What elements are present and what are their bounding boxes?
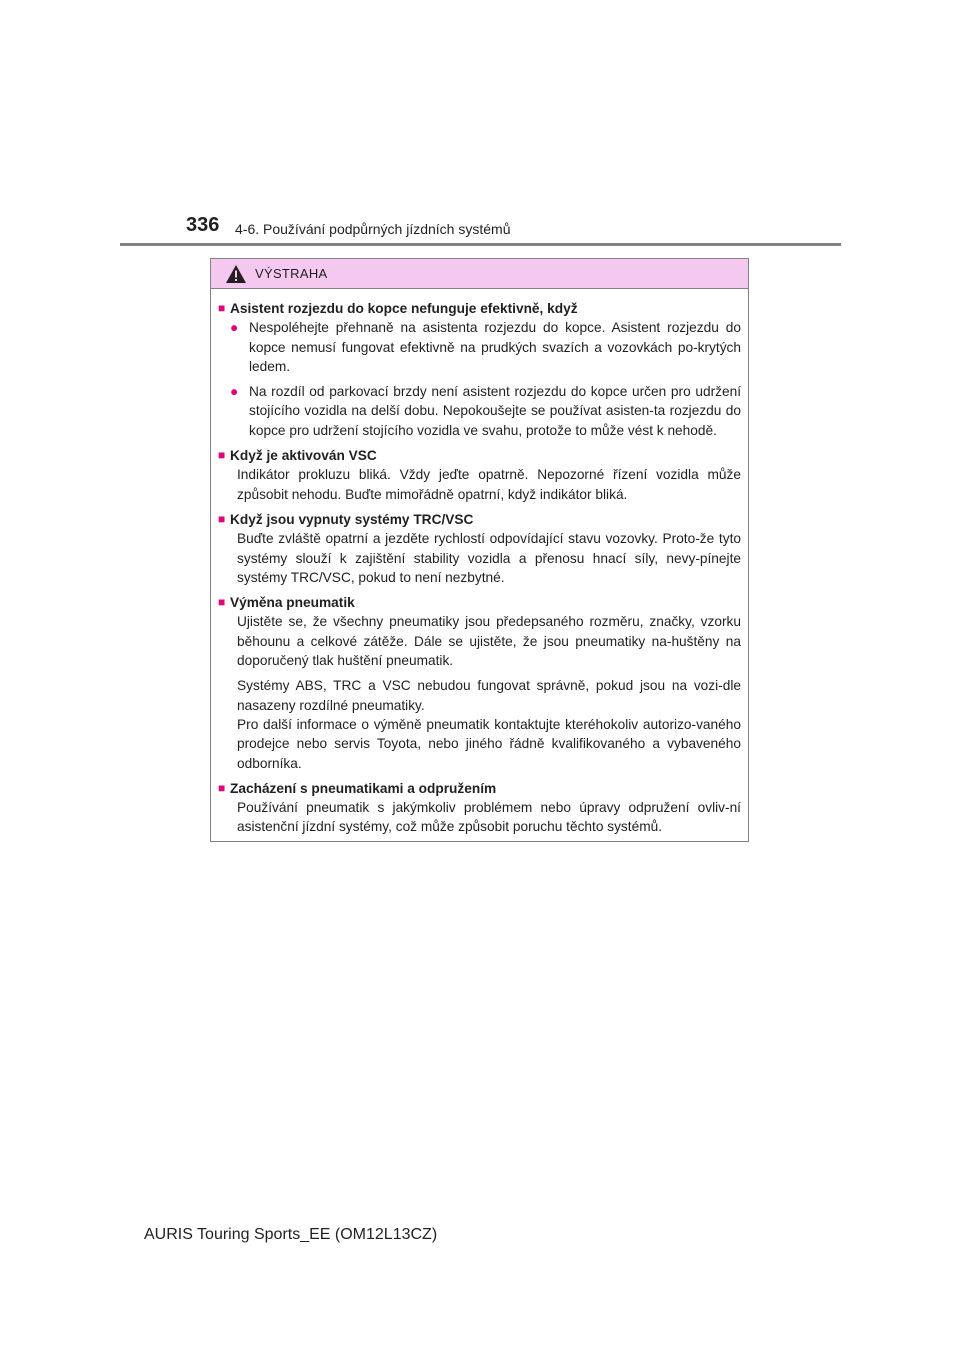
warning-header xyxy=(211,259,748,289)
page-number: 336 xyxy=(186,214,220,236)
square-bullet-icon: ■ xyxy=(218,511,226,526)
warning-triangle-icon xyxy=(225,264,247,284)
square-bullet-icon: ■ xyxy=(218,595,226,610)
square-bullet-icon: ■ xyxy=(218,780,226,795)
section-heading: Asistent rozjezdu do kopce nefunguje efektivně, když xyxy=(230,301,578,316)
section-paragraph: Indikátor prokluzu bliká. Vždy jeďte opatrně. Nepozorné řízení vozidla může způsobit nehodu. Buďte mimořádně opatrní, když indikátor bliká. xyxy=(237,467,741,502)
warning-section-trc-vsc-off xyxy=(218,510,741,587)
section-paragraph: Systémy ABS, TRC a VSC nebudou fungovat správně, pokud jsou na vozi-dle nasazeny rozdílné pneumatiky. Pro další informace o výměně pneumatik kontaktujte kteréhokoliv autorizo-vaného prodejce nebo servis Toyota, nebo jiného řádně kvalifikovaného a vybaveného odborníka. xyxy=(237,678,741,771)
warning-section-vsc-active xyxy=(218,446,741,504)
circle-bullet-icon: ● xyxy=(230,384,239,400)
section-title: 4-6. Používání podpůrných jízdních systémů xyxy=(235,221,511,237)
section-paragraph: Buďte zvláště opatrní a jezděte rychlostí odpovídající stavu vozovky. Proto-že tyto systémy slouží k zajištění stability vozidla a přenosu hnací síly, nevy-pínejte systémy TRC/VSC, pokud to není nezbytné. xyxy=(237,531,741,585)
warning-body xyxy=(211,289,748,837)
circle-bullet-icon: ● xyxy=(230,320,239,336)
section-heading: Výměna pneumatik xyxy=(230,595,355,611)
square-bullet-icon: ■ xyxy=(218,448,226,463)
warning-section-hill-start xyxy=(218,299,741,440)
warning-title: VÝSTRAHA xyxy=(255,266,328,281)
warning-section-tire-replacement xyxy=(218,593,741,773)
warning-section-tires-suspension xyxy=(218,779,741,837)
header-divider xyxy=(120,243,841,246)
list-item: ● Nespoléhejte přehnaně na asistenta rozjezdu do kopce. Asistent rozjezdu do kopce nemusí fungovat efektivně na prudkých svazích a vozovkách po-krytých ledem. xyxy=(218,318,741,376)
list-item: ● Na rozdíl od parkovací brzdy není asistent rozjezdu do kopce určen pro udržení stojícího vozidla na delší dobu. Nepokoušejte se používat asisten-ta rozjezdu do kopce pro udržení stojícího vozidla ve svahu, protože to může vést k nehodě. xyxy=(218,382,741,440)
section-paragraph: Používání pneumatik s jakýmkoliv problémem nebo úpravy odpružení ovliv-ní asistenční jízdní systémy, což může způsobit poruchu těchto systémů. xyxy=(237,800,741,835)
square-bullet-icon: ■ xyxy=(218,301,226,315)
section-paragraph: Ujistěte se, že všechny pneumatiky jsou předepsaného rozměru, značky, vzorku běhounu a celkové zátěže. Dále se ujistěte, že jsou pneumatiky na-huštěny na doporučený tlak huštění pneumatik. xyxy=(237,614,741,669)
section-heading: Zacházení s pneumatikami a odpružením xyxy=(230,780,497,796)
footer-model-code: AURIS Touring Sports_EE (OM12L13CZ) xyxy=(144,1226,438,1243)
section-heading: Když jsou vypnuty systémy TRC/VSC xyxy=(230,511,474,527)
warning-box xyxy=(210,258,749,842)
section-heading: Když je aktivován VSC xyxy=(230,448,377,464)
